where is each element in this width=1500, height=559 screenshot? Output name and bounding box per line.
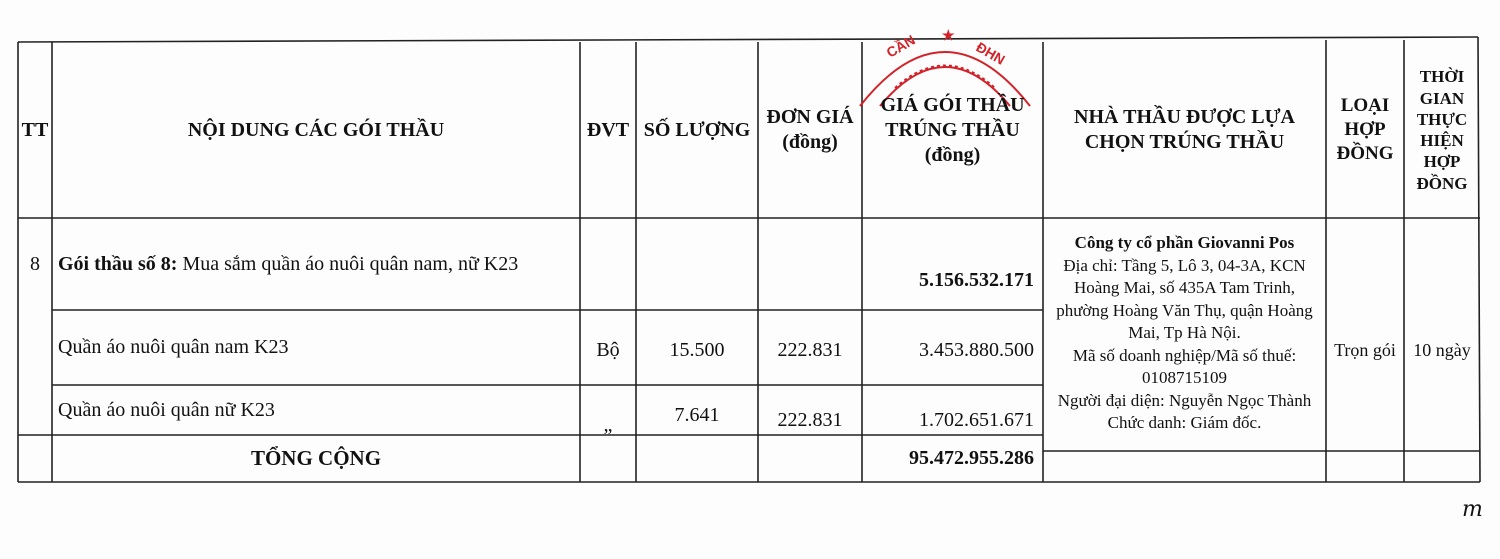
header-nha-thau: NHÀ THẦU ĐƯỢC LỰA CHỌN TRÚNG THẦU xyxy=(1074,106,1295,153)
contractor-line: Chức danh: Giám đốc. xyxy=(1107,413,1262,432)
contractor-line: Người đại diện: Nguyễn Ngọc Thành xyxy=(1057,390,1312,410)
header-don-gia: ĐƠN GIÁ (đồng) xyxy=(766,106,854,153)
contractor-line: phường Hoàng Văn Thụ, quận Hoàng xyxy=(1056,300,1313,320)
contractor-line: Mã số doanh nghiệp/Mã số thuế: xyxy=(1072,345,1297,365)
handwritten-initials: m xyxy=(1462,497,1483,522)
grand-total: 95.472.955.286 xyxy=(909,447,1034,469)
footer-label: TỔNG CỘNG xyxy=(250,446,382,471)
header-so-luong: SỐ LƯỢNG xyxy=(643,118,751,141)
header-noi-dung: NỘI DUNG CÁC GÓI THẦU xyxy=(187,118,445,141)
header-dvt: ĐVT xyxy=(586,118,630,141)
contractor-line: Địa chỉ: Tầng 5, Lô 3, 04-3A, KCN xyxy=(1063,255,1306,275)
package-title-rest: Mua sắm quần áo nuôi quân nam, nữ K23 xyxy=(177,252,519,275)
contractor-name: Công ty cổ phần Giovanni Pos xyxy=(1074,233,1295,252)
item-unit: Bộ xyxy=(596,338,620,361)
svg-text:★: ★ xyxy=(942,27,955,43)
item-amount: 1.702.651.671 xyxy=(919,408,1034,431)
item-amount: 3.453.880.500 xyxy=(919,338,1034,361)
item-qty: 15.500 xyxy=(669,338,725,361)
row-tt: 8 xyxy=(30,252,40,275)
contractor-line: Hoàng Mai, số 435A Tam Trinh, xyxy=(1074,278,1295,297)
header-tt: TT xyxy=(21,118,49,141)
package-title-bold: Gói thầu số 8: xyxy=(58,252,178,275)
item-name: Quần áo nuôi quân nam K23 xyxy=(58,336,289,358)
header-loai-hop-dong: LOẠI HỢP ĐỒNG xyxy=(1336,95,1394,164)
svg-text:ĐHN: ĐHN xyxy=(973,38,1008,68)
contract-duration: 10 ngày xyxy=(1413,339,1471,360)
item-unit: „ xyxy=(603,413,613,436)
item-name: Quần áo nuôi quân nữ K23 xyxy=(58,398,275,421)
contract-type: Trọn gói xyxy=(1334,339,1396,360)
header-gia-goi-thau: GIÁ GÓI THẦU TRÚNG THẦU (đồng) xyxy=(880,93,1025,166)
header-thoi-gian: THỜI GIAN THỰC HIỆN HỢP ĐỒNG xyxy=(1416,67,1468,193)
svg-text:CẦN: CẦN xyxy=(883,31,918,61)
contractor-info xyxy=(1043,232,1326,435)
item-qty: 7.641 xyxy=(674,403,720,426)
package-total: 5.156.532.171 xyxy=(919,269,1034,291)
item-price: 222.831 xyxy=(777,338,843,361)
package-title xyxy=(58,218,578,310)
item-price: 222.831 xyxy=(777,408,843,431)
contractor-line: Mai, Tp Hà Nội. xyxy=(1128,323,1241,342)
contractor-line: 0108715109 xyxy=(1142,368,1227,387)
